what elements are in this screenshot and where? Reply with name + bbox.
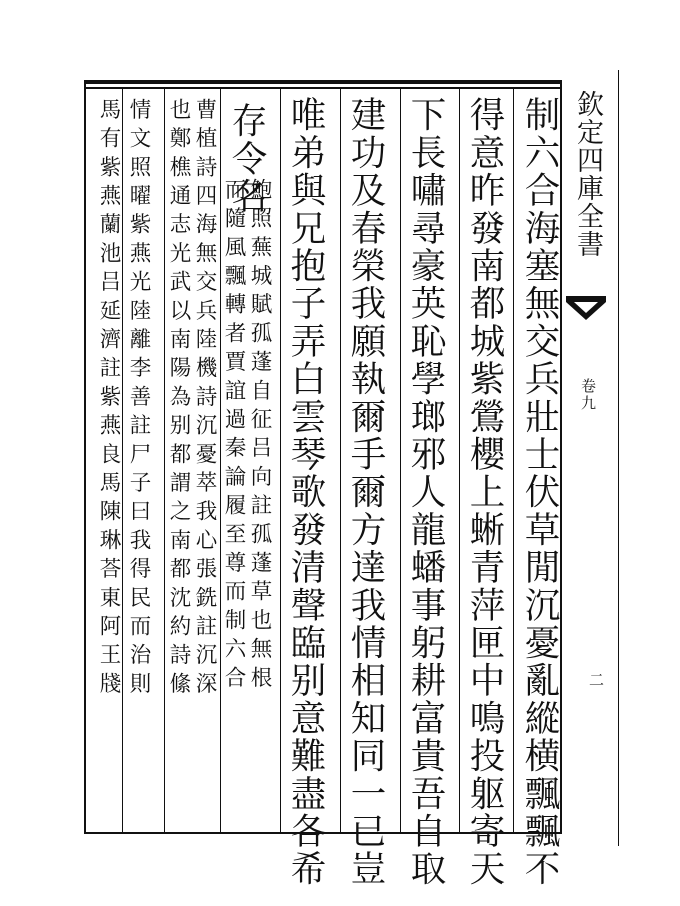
commentary-column-7a: 曹植詩四海無交兵陸機詩沉憂萃我心張銑註沉深 [192,98,217,701]
text-column-2: 得意昨發南都城紫鶯櫻上蜥青萍匣中鳴投躯寄天 [464,96,505,888]
page-number: 二 [587,672,605,689]
column-divider [122,88,123,832]
frame-right-rule [560,80,562,834]
commentary-column-6b: 而隨風飄轉者賈誼過秦論履至尊而制六合 [221,178,246,695]
commentary-column-8b: 馬有紫燕蘭池吕延濟註紫燕良馬陳琳荅東阿王牋 [96,98,121,701]
commentary-column-7b: 也鄭樵通志光武以南陽為别都謂之南都沈約詩絛 [166,98,191,701]
book-title: 欽定四庫全書 [572,90,603,258]
column-divider [280,88,281,832]
text-column-1: 制六合海塞無交兵壯士伏草閒沉憂亂縱横飄飄不 [519,96,560,888]
frame-top-rule-thin [84,87,560,89]
column-divider [400,88,401,832]
column-divider [164,88,165,832]
frame-left-rule [84,80,86,834]
fishtail-mark [566,296,606,326]
text-column-4: 建功及春榮我願執爾手爾方達我情相知同一已豈 [345,96,386,888]
text-column-6-head: 存令名 [226,102,267,216]
frame-top-rule-thick [84,80,560,84]
column-divider [513,88,514,832]
page-edge-rule [618,70,619,846]
column-divider [340,88,341,832]
column-divider [459,88,460,832]
commentary-column-8a: 情文照曜紫燕光陸離李善註尸子曰我得民而治則 [126,98,151,701]
text-column-3: 下長嘯尋豪英恥學瑯邪人龍蟠事躬耕富貴吾自取 [405,96,446,888]
juan-label: 卷九 [579,378,597,412]
commentary-column-6a: 鮑照蕪城賦孤蓬自征吕向註孤蓬草也無根 [247,178,272,695]
text-column-5: 唯弟與兄抱子弄白雲琴歌發清聲臨别意難盡各希 [285,96,326,888]
